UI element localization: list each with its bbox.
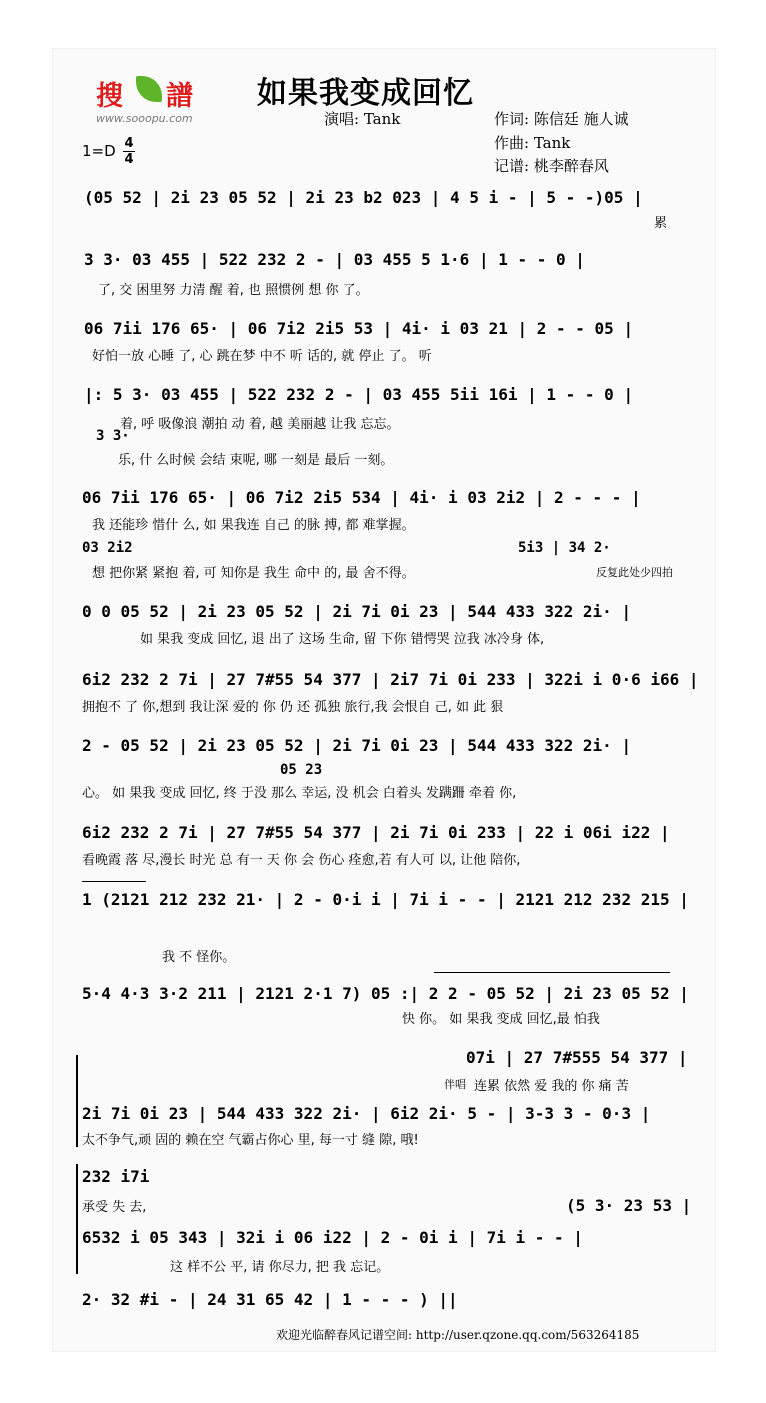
notation-line-13: 2i 7i 0i 23 | 544 433 322 2i· | 6i2 2i· 5 - | 3-3 3 - 0·3 | bbox=[82, 1104, 651, 1123]
lyric-line-3: 好怕一放 心睡 了, 心 跳在梦 中不 听 话的, 就 停止 了。 听 bbox=[92, 349, 432, 364]
notation-line-3: 06 7ii 176 65· | 06 7i2 2i5 53 | 4i· i 03 21 | 2 - - 05 | bbox=[84, 319, 634, 338]
notation-line-9: 6i2 232 2 7i | 27 7#55 54 377 | 2i 7i 0i 233 | 22 i 06i i22 | bbox=[82, 823, 670, 842]
notation-line-5-alt: 03 2i2 bbox=[82, 540, 133, 556]
lyric-line-12: 连累 依然 爱 我的 你 痛 苦 bbox=[474, 1079, 629, 1094]
notation-line-8: 2 - 05 52 | 2i 23 05 52 | 2i 7i 0i 23 | 544 433 322 2i· | bbox=[82, 736, 632, 755]
notation-line-11: 5·4 4·3 3·2 211 | 2121 2·1 7) 05 :| 2 2 - 05 52 | 2i 23 05 52 | bbox=[82, 984, 689, 1003]
lyric-line-6: 如 果我 变成 回忆, 退 出了 这场 生命, 留 下你 错愕哭 泣我 冰冷身 体, bbox=[140, 632, 545, 647]
lyric-line-1: 累 bbox=[654, 216, 668, 231]
transcriber: 记谱: 桃李醉春风 bbox=[494, 157, 609, 175]
footer-credit[interactable]: 欢迎光临醉春风记谱空间: http://user.qzone.qq.com/563264185 bbox=[276, 1328, 640, 1342]
lyric-line-14: 承受 失 去, bbox=[82, 1200, 147, 1215]
time-bottom: 4 bbox=[124, 152, 134, 167]
system-bracket-1 bbox=[76, 1055, 78, 1147]
lyric-line-11: 快 你。 如 果我 变成 回忆,最 怕我 bbox=[402, 1012, 600, 1027]
volta-1-bracket bbox=[82, 881, 146, 882]
lyric-line-8: 心。 如 果我 变成 回忆, 终 于没 那么 幸运, 没 机会 白着头 发蹒跚 牵着 你, bbox=[82, 786, 517, 801]
repeat-note: 反复此处少四拍 bbox=[596, 566, 673, 579]
logo-char-1: 搜 bbox=[96, 81, 123, 112]
singer: 演唱: Tank bbox=[324, 110, 401, 128]
notation-line-4: |: 5 3· 03 455 | 522 232 2 - | 03 455 5ii 16i | 1 - - 0 | bbox=[84, 385, 634, 404]
lyric-line-2: 了, 交 困里努 力清 醒 着, 也 照惯例 想 你 了。 bbox=[98, 283, 369, 298]
leaf-icon bbox=[136, 76, 162, 102]
lyric-line-5a: 我 还能珍 惜什 么, 如 果我连 自己 的脉 搏, 都 难掌握。 bbox=[92, 518, 415, 533]
notation-line-16: 2· 32 #i - | 24 31 65 42 | 1 - - - ) || bbox=[82, 1290, 458, 1309]
lyric-line-7: 拥抱不 了 你,想到 我让深 爱的 你 仍 还 孤独 旅行,我 会恨自 己, 如 此 狠 bbox=[82, 700, 504, 715]
lyric-line-13: 太不争气,顽 固的 赖在空 气霸占你心 里, 每一寸 缝 隙, 哦! bbox=[82, 1133, 419, 1148]
notation-line-4-alt: 3 3· bbox=[96, 428, 130, 444]
time-top: 4 bbox=[124, 136, 134, 151]
notation-line-14: 232 i7i bbox=[82, 1167, 150, 1186]
notation-line-1: (05 52 | 2i 23 05 52 | 2i 23 b2 023 | 4 5 i - | 5 - -)05 | bbox=[84, 188, 643, 207]
lyric-line-4a: 着, 呼 吸像浪 潮拍 动 着, 越 美丽越 让我 忘忘。 bbox=[120, 417, 400, 432]
notation-line-5: 06 7ii 176 65· | 06 7i2 2i5 534 | 4i· i 03 2i2 | 2 - - - | bbox=[82, 488, 641, 507]
notation-line-12: 07i | 27 7#555 54 377 | bbox=[466, 1048, 688, 1067]
lyric-line-15: 这 样不公 平, 请 你尽力, 把 我 忘记。 bbox=[170, 1260, 390, 1275]
notation-line-15: 6532 i 05 343 | 32i i 06 i22 | 2 - 0i i | 7i i - - | bbox=[82, 1228, 583, 1247]
notation-line-10: 1 (2121 212 232 21· | 2 - 0·i i | 7i i - - | 2121 212 232 215 | bbox=[82, 890, 689, 909]
site-url[interactable]: www.sooopu.com bbox=[96, 112, 193, 125]
lyric-line-10: 我 不 怪你。 bbox=[162, 950, 236, 965]
lyric-line-4b: 乐, 什 么时候 会结 束呢, 哪 一刻是 最后 一刻。 bbox=[118, 453, 394, 468]
logo-char-2: 譜 bbox=[166, 81, 193, 112]
lyric-line-9: 看晚霞 落 尽,漫长 时光 总 有一 天 你 会 伤心 痊愈,若 有人可 以, 让他 陪你, bbox=[82, 853, 521, 868]
notation-line-5-ending: 5i3 | 34 2· bbox=[518, 540, 611, 556]
notation-line-6: 0 0 05 52 | 2i 23 05 52 | 2i 7i 0i 23 | 544 433 322 2i· | bbox=[82, 602, 632, 621]
key-signature: 1=D bbox=[82, 142, 116, 160]
lyricist: 作词: 陈信廷 施人诚 bbox=[494, 110, 629, 128]
notation-line-8-alt: 05 23 bbox=[280, 762, 323, 778]
lyric-line-5b: 想 把你紧 紧抱 着, 可 知你是 我生 命中 的, 最 舍不得。 bbox=[92, 566, 415, 581]
backing-vocal-label: 伴唱 bbox=[444, 1078, 466, 1091]
notation-line-7: 6i2 232 2 7i | 27 7#55 54 377 | 2i7 7i 0i 233 | 322i i 0·6 i66 | bbox=[82, 670, 699, 689]
volta-2-bracket bbox=[434, 972, 670, 973]
song-title: 如果我变成回忆 bbox=[257, 76, 474, 111]
notation-line-2: 3 3· 03 455 | 522 232 2 - | 03 455 5 1·6 | 1 - - 0 | bbox=[84, 250, 585, 269]
sooopu-logo[interactable] bbox=[96, 74, 214, 112]
system-bracket-2 bbox=[76, 1164, 78, 1274]
notation-line-14-accomp: (5 3· 23 53 | bbox=[566, 1196, 692, 1215]
time-signature bbox=[122, 137, 136, 166]
composer: 作曲: Tank bbox=[494, 134, 571, 152]
